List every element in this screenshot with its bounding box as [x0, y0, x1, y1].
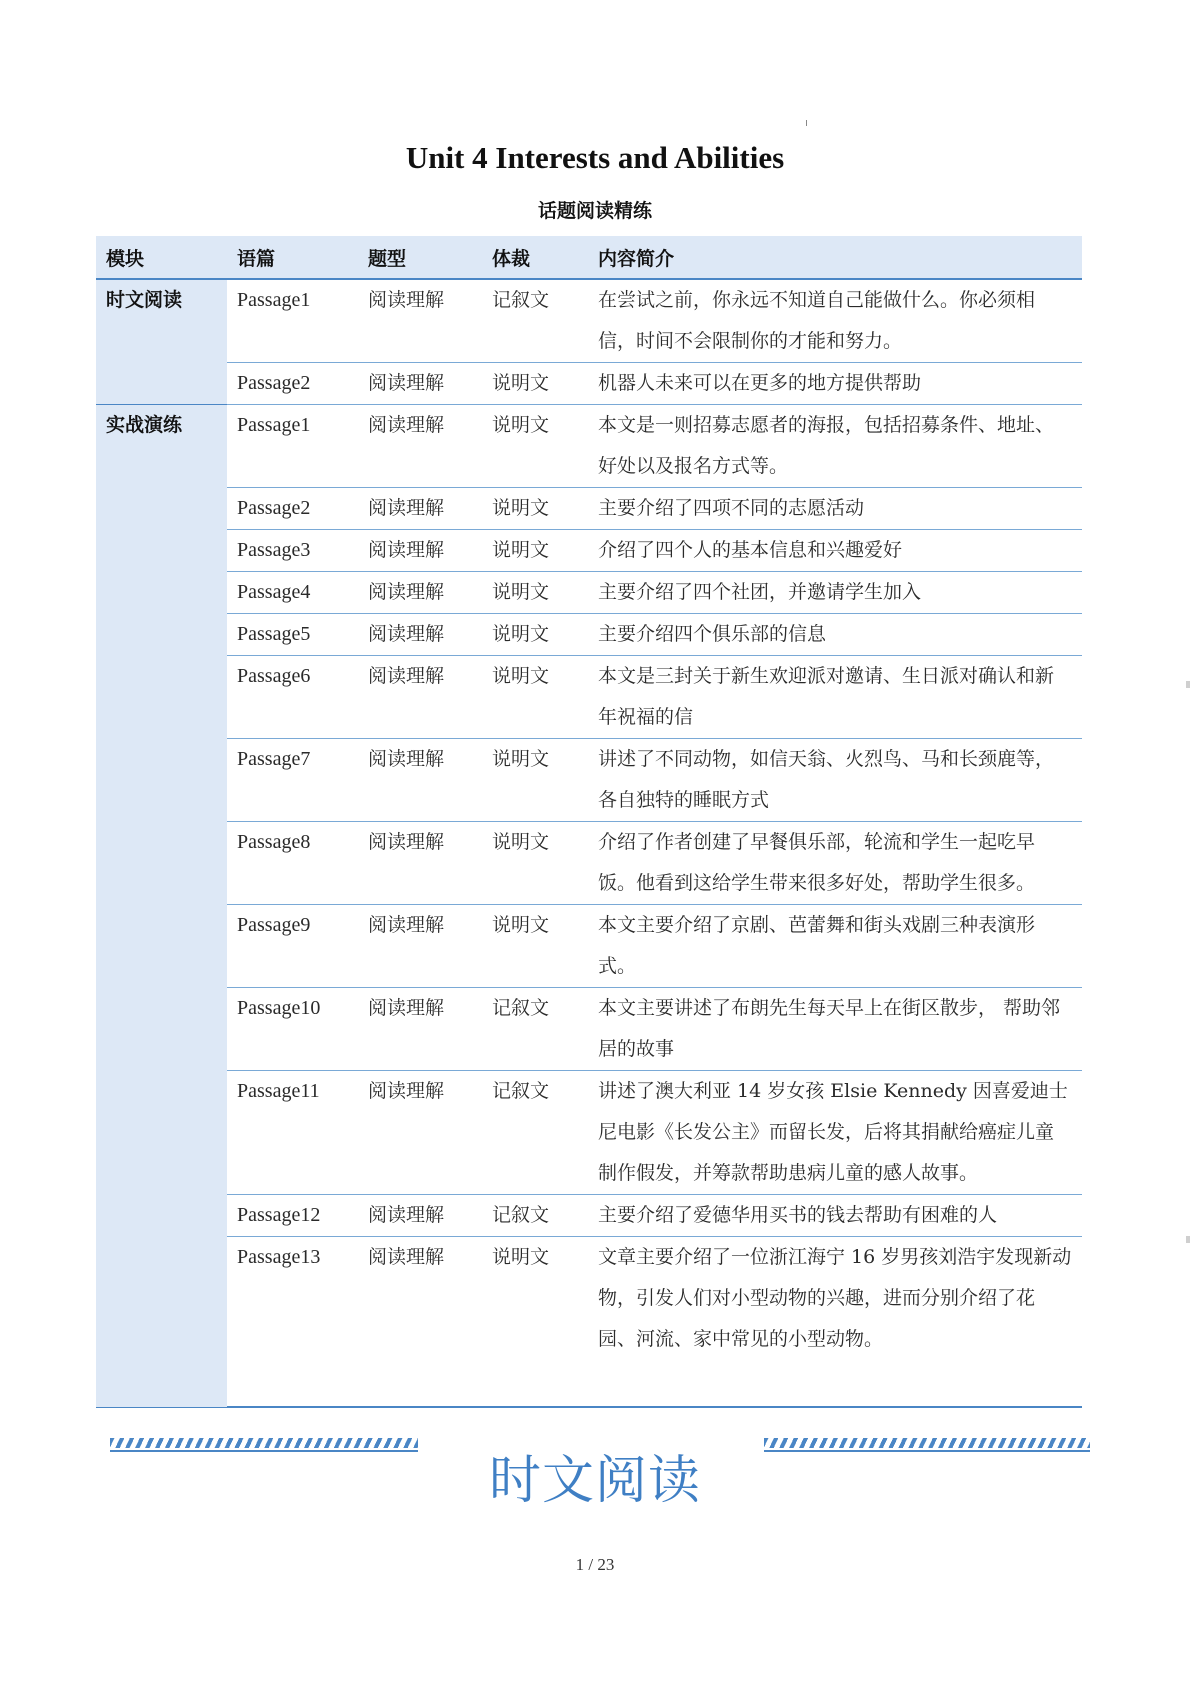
summary-cell: 本文是一则招募志愿者的海报，包括招募条件、地址、好处以及报名方式等。 — [588, 405, 1082, 488]
passage-cell: Passage8 — [227, 822, 358, 905]
type-cell: 阅读理解 — [358, 405, 482, 488]
edge-mark — [1186, 1236, 1190, 1243]
header-question-type: 题型 — [358, 236, 482, 279]
module-cell: 实战演练 — [96, 405, 227, 1408]
genre-cell: 说明文 — [482, 656, 588, 739]
header-module: 模块 — [96, 236, 227, 279]
passage-cell: Passage1 — [227, 279, 358, 363]
summary-cell: 本文主要介绍了京剧、芭蕾舞和街头戏剧三种表演形式。 — [588, 905, 1082, 988]
summary-cell: 讲述了澳大利亚 14 岁女孩 Elsie Kennedy 因喜爱迪士尼电影《长发公主》而留长发，后将其捐献给癌症儿童制作假发，并筹款帮助患病儿童的感人故事。 — [588, 1071, 1082, 1195]
summary-cell: 在尝试之前，你永远不知道自己能做什么。你必须相信，时间不会限制你的才能和努力。 — [588, 279, 1082, 363]
genre-cell: 说明文 — [482, 363, 588, 405]
passage-cell: Passage11 — [227, 1071, 358, 1195]
type-cell: 阅读理解 — [358, 1071, 482, 1195]
type-cell: 阅读理解 — [358, 488, 482, 530]
table-row — [96, 905, 1082, 988]
type-cell: 阅读理解 — [358, 279, 482, 363]
passage-cell: Passage7 — [227, 739, 358, 822]
passage-cell: Passage3 — [227, 530, 358, 572]
type-cell: 阅读理解 — [358, 363, 482, 405]
table-row — [96, 363, 1082, 405]
genre-cell: 说明文 — [482, 739, 588, 822]
summary-cell: 介绍了作者创建了早餐俱乐部，轮流和学生一起吃早饭。他看到这给学生带来很多好处，帮助学生很多。 — [588, 822, 1082, 905]
header-passage: 语篇 — [227, 236, 358, 279]
passage-cell: Passage12 — [227, 1195, 358, 1237]
summary-cell: 本文是三封关于新生欢迎派对邀请、生日派对确认和新年祝福的信 — [588, 656, 1082, 739]
type-cell: 阅读理解 — [358, 656, 482, 739]
table-row — [96, 279, 1082, 363]
genre-cell: 说明文 — [482, 905, 588, 988]
header-summary: 内容简介 — [588, 236, 1082, 279]
page-title: Unit 4 Interests and Abilities — [405, 140, 785, 175]
passage-cell: Passage13 — [227, 1237, 358, 1408]
reading-overview-table — [96, 236, 1082, 1408]
summary-text: 文章主要介绍了一位浙江海宁 16 岁男孩刘浩宇发现新动物，引发人们对小型动物的兴趣，进而分别介绍了花园、河流、家中常见的小型动物。 — [598, 1246, 1072, 1350]
summary-cell: 主要介绍四个俱乐部的信息 — [588, 614, 1082, 656]
type-cell: 阅读理解 — [358, 572, 482, 614]
summary-cell: 主要介绍了四项不同的志愿活动 — [588, 488, 1082, 530]
page-subtitle: 话题阅读精练 — [537, 200, 652, 222]
genre-cell: 记叙文 — [482, 1195, 588, 1237]
passage-cell: Passage2 — [227, 488, 358, 530]
group-current-affairs — [96, 279, 1082, 405]
section-banner — [0, 1420, 1190, 1511]
table-row — [96, 572, 1082, 614]
summary-cell: 讲述了不同动物，如信天翁、火烈鸟、马和长颈鹿等，各自独特的睡眠方式 — [588, 739, 1082, 822]
row-spacer — [598, 1360, 1072, 1406]
group-practice — [96, 405, 1082, 1408]
summary-cell: 主要介绍了爱德华用买书的钱去帮助有困难的人 — [588, 1195, 1082, 1237]
page-number: 1 / 23 — [575, 1555, 615, 1574]
table-row — [96, 988, 1082, 1071]
type-cell: 阅读理解 — [358, 905, 482, 988]
table-row — [96, 822, 1082, 905]
type-cell: 阅读理解 — [358, 530, 482, 572]
summary-cell: 主要介绍了四个社团，并邀请学生加入 — [588, 572, 1082, 614]
type-cell: 阅读理解 — [358, 988, 482, 1071]
type-cell: 阅读理解 — [358, 1237, 482, 1408]
passage-cell: Passage9 — [227, 905, 358, 988]
edge-mark — [1186, 681, 1190, 688]
table-row — [96, 1071, 1082, 1195]
section-heading: 时文阅读 — [488, 1451, 701, 1511]
header-genre: 体裁 — [482, 236, 588, 279]
passage-cell: Passage1 — [227, 405, 358, 488]
table-header-row — [96, 236, 1082, 279]
table-row — [96, 405, 1082, 488]
table-row — [96, 656, 1082, 739]
passage-cell: Passage4 — [227, 572, 358, 614]
genre-cell: 说明文 — [482, 405, 588, 488]
genre-cell: 记叙文 — [482, 988, 588, 1071]
table-row — [96, 488, 1082, 530]
genre-cell: 说明文 — [482, 822, 588, 905]
summary-cell — [588, 1237, 1082, 1408]
table-row — [96, 1195, 1082, 1237]
passage-cell: Passage10 — [227, 988, 358, 1071]
summary-cell: 介绍了四个人的基本信息和兴趣爱好 — [588, 530, 1082, 572]
type-cell: 阅读理解 — [358, 822, 482, 905]
summary-cell: 机器人未来可以在更多的地方提供帮助 — [588, 363, 1082, 405]
type-cell: 阅读理解 — [358, 614, 482, 656]
corner-tick-mark — [806, 120, 807, 126]
genre-cell: 记叙文 — [482, 1071, 588, 1195]
module-cell: 时文阅读 — [96, 279, 227, 405]
table-row — [96, 1237, 1082, 1408]
genre-cell: 说明文 — [482, 572, 588, 614]
summary-cell: 本文主要讲述了布朗先生每天早上在街区散步， 帮助邻居的故事 — [588, 988, 1082, 1071]
passage-cell: Passage6 — [227, 656, 358, 739]
passage-cell: Passage2 — [227, 363, 358, 405]
genre-cell: 说明文 — [482, 530, 588, 572]
passage-cell: Passage5 — [227, 614, 358, 656]
table-row — [96, 739, 1082, 822]
table-row — [96, 530, 1082, 572]
type-cell: 阅读理解 — [358, 1195, 482, 1237]
type-cell: 阅读理解 — [358, 739, 482, 822]
genre-cell: 说明文 — [482, 1237, 588, 1408]
genre-cell: 说明文 — [482, 614, 588, 656]
genre-cell: 记叙文 — [482, 279, 588, 363]
table-row — [96, 614, 1082, 656]
genre-cell: 说明文 — [482, 488, 588, 530]
